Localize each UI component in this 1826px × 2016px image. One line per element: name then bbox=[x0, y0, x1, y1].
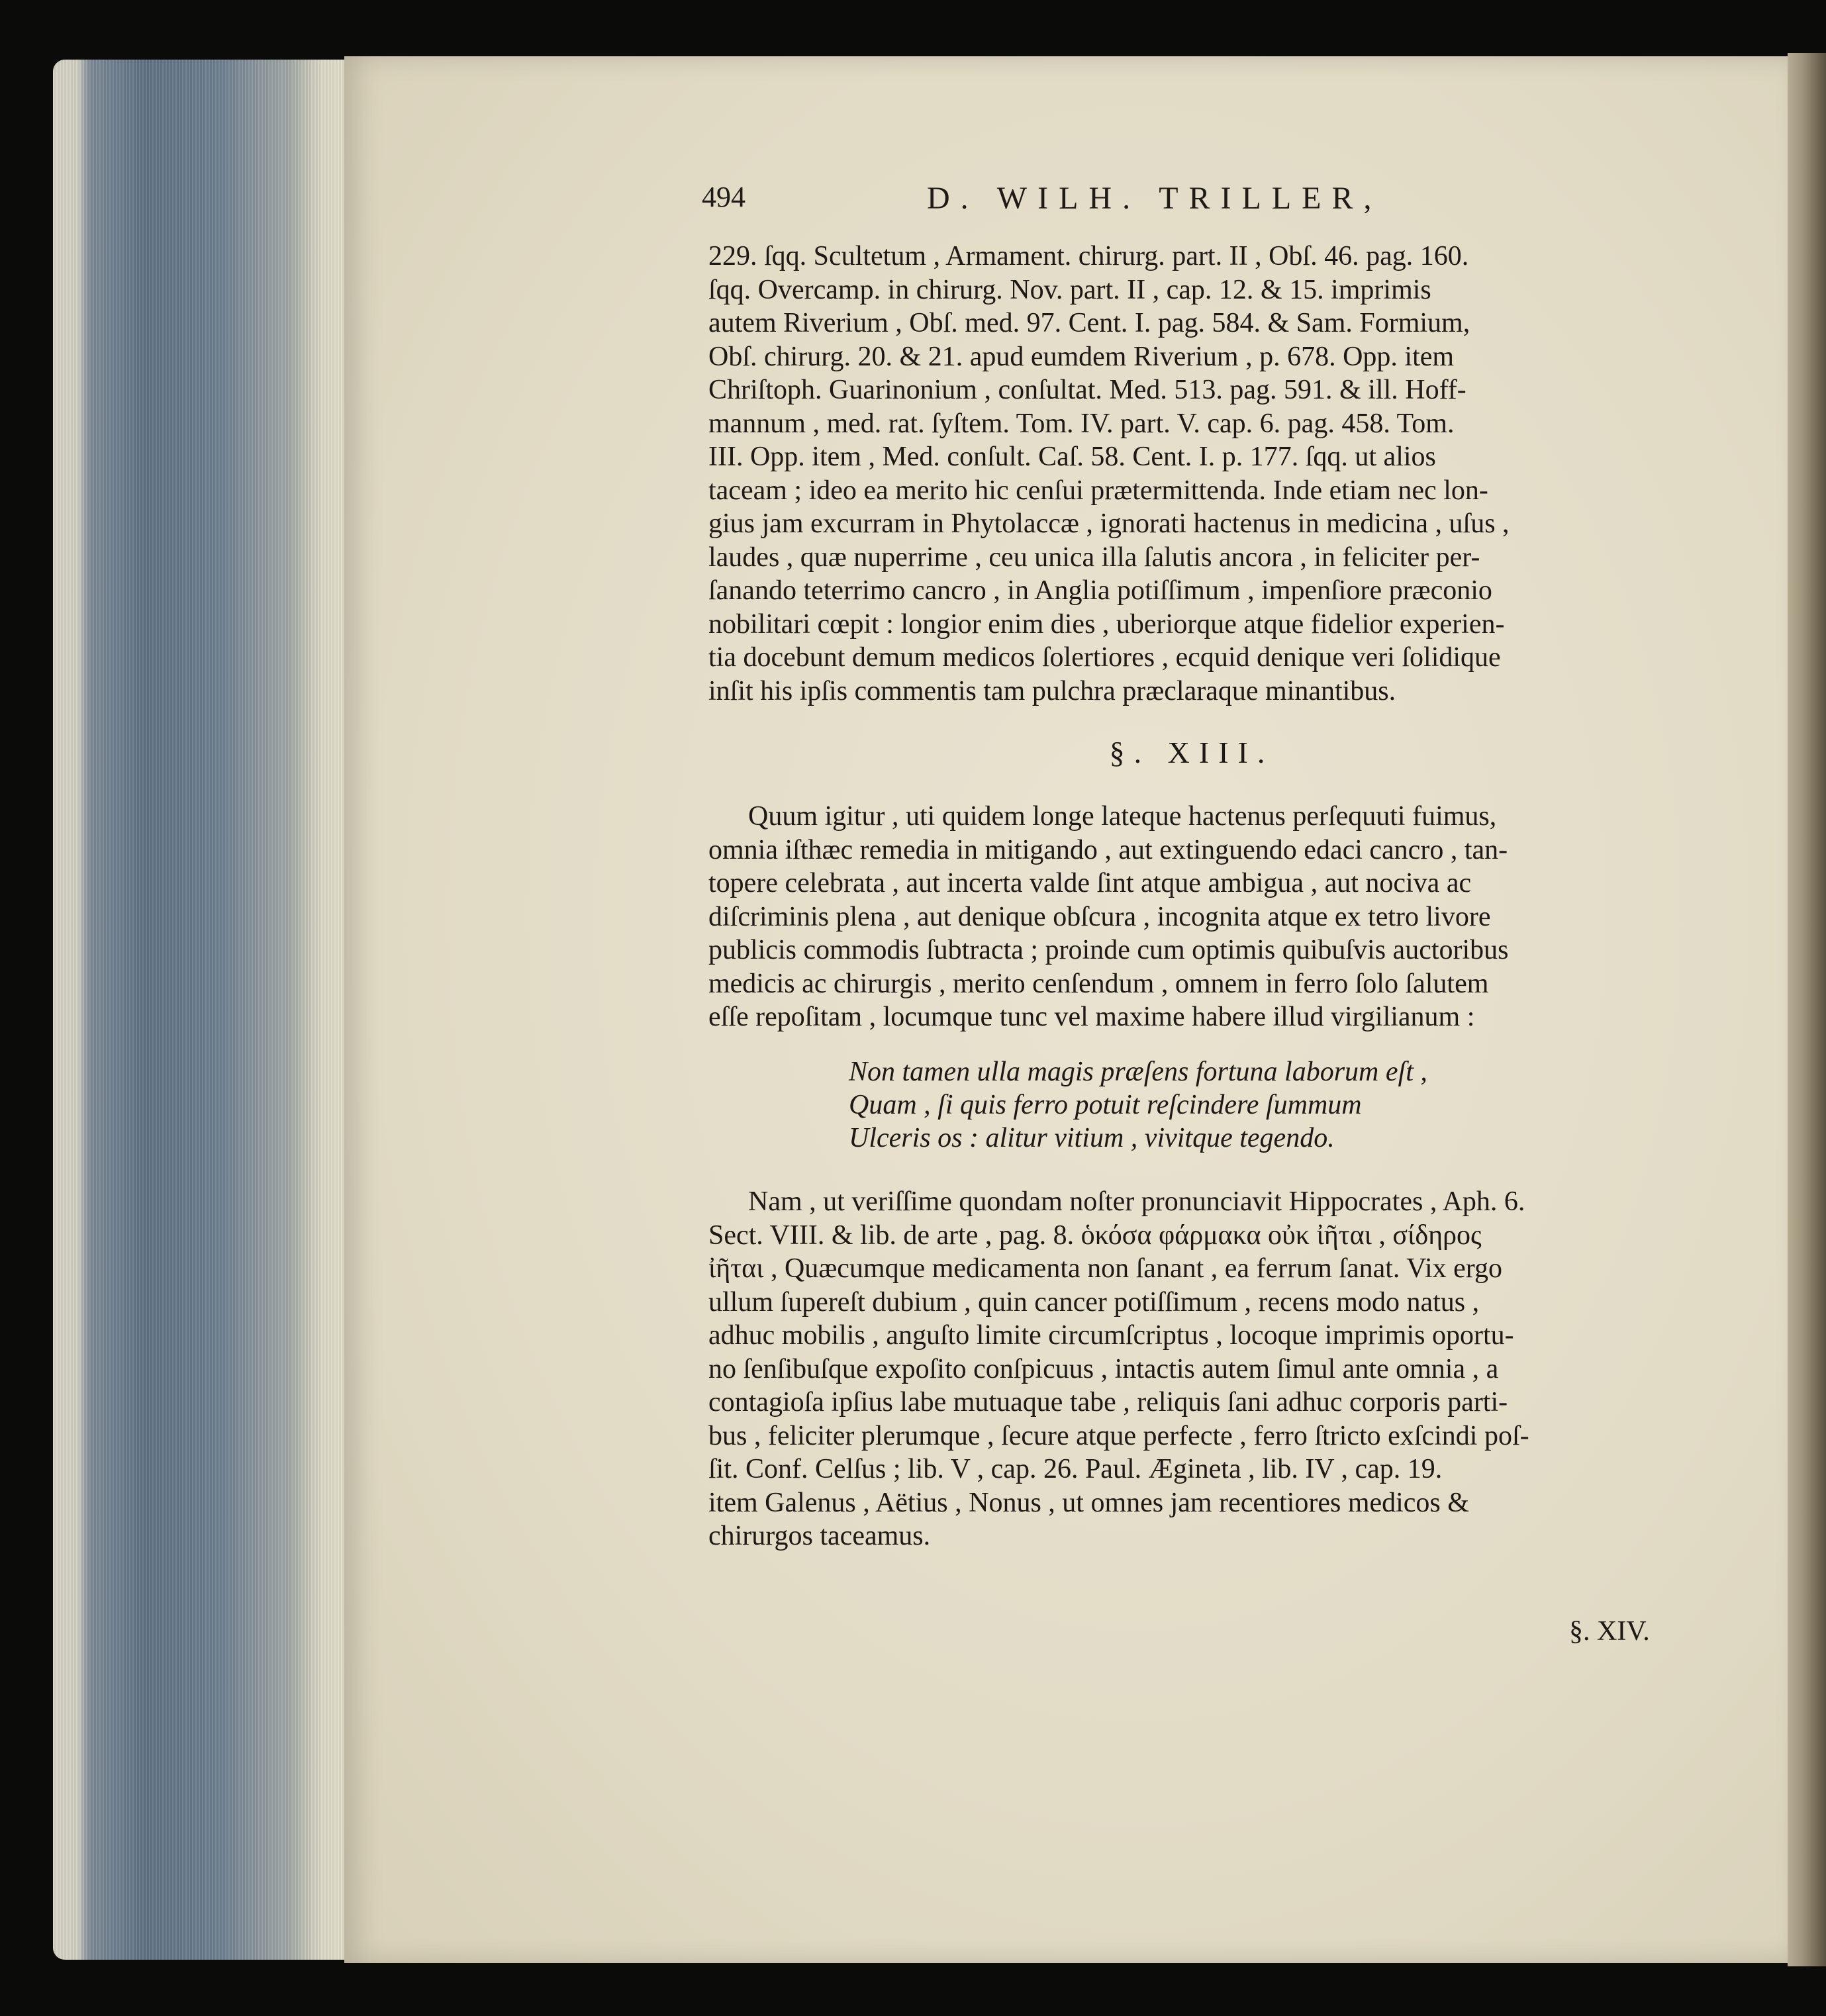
verse-line: Non tamen ulla magis præſens fortuna laborum eſt , bbox=[849, 1057, 1427, 1087]
text-line: adhuc mobilis , anguſto limite circumſcriptus , locoque imprimis oportu- bbox=[708, 1320, 1514, 1351]
page-number: 494 bbox=[702, 181, 745, 213]
text-line: diſcriminis plena , aut denique obſcura , incognita atque ex tetro livore bbox=[708, 901, 1491, 932]
paragraph-3 bbox=[708, 1185, 1675, 1553]
text-line: laudes , quæ nuperrime , ceu unica illa ſalutis ancora , in feliciter per- bbox=[708, 542, 1480, 573]
paragraph-2 bbox=[708, 800, 1675, 1034]
text-line: gius jam excurram in Phytolaccæ , ignorati hactenus in medicina , uſus , bbox=[708, 508, 1510, 539]
text-line: inſit his ipſis commentis tam pulchra præclaraque minantibus. bbox=[708, 675, 1396, 706]
text-line: Chriſtoph. Guarinonium , conſultat. Med. 513. pag. 591. & ill. Hoff- bbox=[708, 375, 1466, 405]
text-line: 229. ſqq. Scultetum , Armament. chirurg. part. II , Obſ. 46. pag. 160. bbox=[708, 241, 1469, 271]
text-line: bus , feliciter plerumque , ſecure atque perfecte , ferro ſtricto exſcindi poſ- bbox=[708, 1420, 1529, 1451]
verse-line: Quam , ſi quis ferro potuit reſcindere ſummum bbox=[849, 1090, 1362, 1120]
text-line: no ſenſibuſque expoſito conſpicuus , intactis autem ſimul ante omnia , a bbox=[708, 1353, 1499, 1384]
text-line: omnia iſthæc remedia in mitigando , aut extinguendo edaci cancro , tan- bbox=[708, 834, 1508, 865]
section-heading: §. XIII. bbox=[1109, 736, 1274, 769]
text-line: ſanando teterrimo cancro , in Anglia potiſſimum , impenſiore præconio bbox=[708, 575, 1492, 606]
text-line: Quum igitur , uti quidem longe lateque hactenus perſequuti fuimus, bbox=[748, 801, 1497, 832]
book-right-edge bbox=[1788, 53, 1826, 1966]
text-line: autem Riverium , Obſ. med. 97. Cent. I. pag. 584. & Sam. Formium, bbox=[708, 308, 1470, 338]
text-line: contagioſa ipſius labe mutuaque tabe , reliquis ſani adhuc corporis parti- bbox=[708, 1387, 1508, 1417]
text-line: eſſe repoſitam , locumque tunc vel maxime habere illud virgilianum : bbox=[708, 1002, 1475, 1032]
page-header bbox=[702, 180, 1675, 226]
text-line: chirurgos taceamus. bbox=[708, 1521, 931, 1551]
verse-quotation bbox=[849, 1055, 1643, 1155]
text-line: item Galenus , Aëtius , Nonus , ut omnes jam recentiores medicos & bbox=[708, 1487, 1469, 1518]
text-line: tia docebunt demum medicos ſolertiores , ecquid denique veri ſolidique bbox=[708, 642, 1501, 673]
book-page-edges bbox=[53, 60, 358, 1960]
text-line: ullum ſupereſt dubium , quin cancer potiſſimum , recens modo natus , bbox=[708, 1286, 1480, 1318]
text-line: taceam ; ideo ea merito hic cenſui prætermittenda. Inde etiam nec lon- bbox=[708, 475, 1488, 506]
catchword: §. XIV. bbox=[1569, 1616, 1650, 1647]
text-line: Obſ. chirurg. 20. & 21. apud eumdem Riverium , p. 678. Opp. item bbox=[708, 341, 1455, 372]
text-line: medicis ac chirurgis , merito cenſendum , omnem in ferro ſolo ſalutem bbox=[708, 968, 1489, 999]
text-line: topere celebrata , aut incerta valde ſint atque ambigua , aut nociva ac bbox=[708, 868, 1472, 898]
running-title: D. WILH. TRILLER, bbox=[927, 181, 1382, 216]
text-line: publicis commodis ſubtracta ; proinde cum optimis quibuſvis auctoribus bbox=[708, 935, 1509, 965]
text-line: mannum , med. rat. ſyſtem. Tom. IV. part. V. cap. 6. pag. 458. Tom. bbox=[708, 408, 1455, 439]
verse-line: Ulceris os : alitur vitium , vivitque tegendo. bbox=[849, 1123, 1335, 1153]
text-line: nobilitari cœpit : longior enim dies , uberiorque atque fidelior experien- bbox=[708, 608, 1505, 640]
text-line: ἰῆται , Quæcumque medicamenta non ſanant , ea ferrum ſanat. Vix ergo bbox=[708, 1253, 1503, 1284]
text-line: III. Opp. item , Med. conſult. Caſ. 58. Cent. I. p. 177. ſqq. ut alios bbox=[708, 442, 1436, 472]
text-line: Sect. VIII. & lib. de arte , pag. 8. ὁκόσα φάρμακα οὐκ ἰῆται , σίδηρος bbox=[708, 1220, 1482, 1251]
paragraph-1 bbox=[708, 240, 1675, 708]
text-line: ſqq. Overcamp. in chirurg. Nov. part. II , cap. 12. & 15. imprimis bbox=[708, 274, 1431, 305]
text-line: Nam , ut veriſſime quondam noſter pronunciavit Hippocrates , Aph. 6. bbox=[748, 1186, 1525, 1217]
text-line: ſit. Conf. Celſus ; lib. V , cap. 26. Paul. Ægineta , lib. IV , cap. 19. bbox=[708, 1454, 1443, 1484]
